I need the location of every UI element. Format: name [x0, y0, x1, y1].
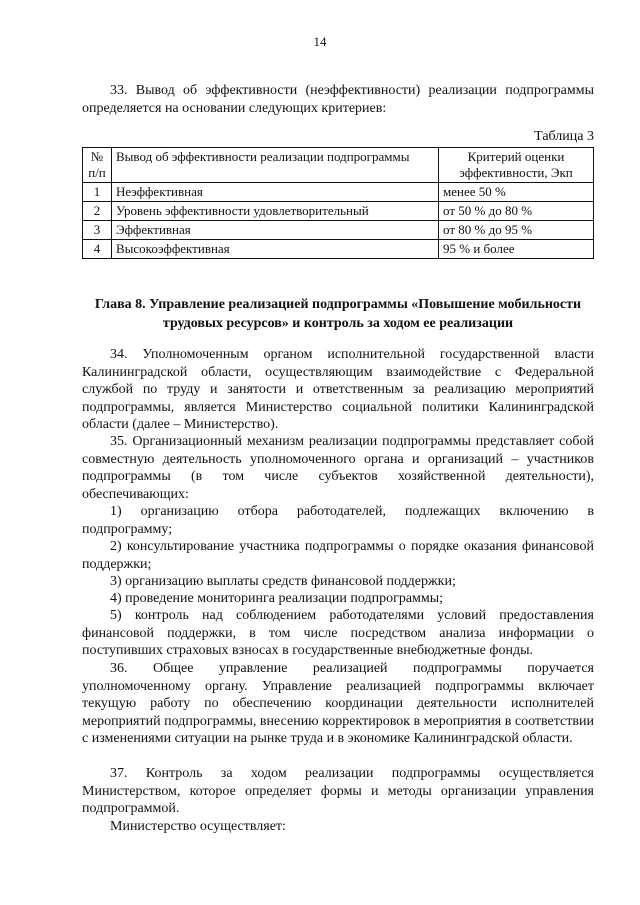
page-number: 14: [313, 34, 327, 49]
paragraph-35-text: 35. Организационный механизм реализации подпрограммы представляет собой совместную деятельность уполномоченного органа и организаций – участников подпрограммы (в том числе субъектов хозяйственной деятельности), обеспечивающих:: [82, 434, 594, 502]
paragraph-ministry-text: Министерство осуществляет:: [110, 819, 286, 834]
row-criterion: 95 % и более: [439, 240, 594, 259]
list-item-2: [82, 538, 594, 573]
paragraph-37: [82, 765, 594, 818]
paragraph-37-text: 37. Контроль за ходом реализации подпрограммы осуществляется Министерством, которое определяет формы и методы организации управления подпрограммой.: [82, 766, 594, 816]
paragraph-36: [82, 660, 594, 748]
row-outcome: Эффективная: [112, 221, 439, 240]
row-outcome: Высокоэффективная: [112, 240, 439, 259]
table-row: [83, 240, 594, 259]
row-criterion: от 50 % до 80 %: [439, 202, 594, 221]
list-item-3-text: 3) организацию выплаты средств финансовой поддержки;: [110, 574, 456, 589]
list-item-2-text: 2) консультирование участника подпрограммы о порядке оказания финансовой поддержки;: [82, 539, 594, 572]
header-outcome: Вывод об эффективности реализации подпрограммы: [112, 148, 439, 183]
row-num: 2: [83, 202, 112, 221]
table-row: [83, 221, 594, 240]
list-item-4: [82, 590, 594, 608]
row-criterion: менее 50 %: [439, 183, 594, 202]
paragraph-ministry: [82, 818, 594, 836]
row-num: 3: [83, 221, 112, 240]
list-item-1-text: 1) организацию отбора работодателей, подлежащих включению в подпрограмму;: [82, 504, 594, 537]
table-caption: Таблица 3: [534, 129, 594, 144]
list-item-5: [82, 607, 594, 660]
paragraph-35: [82, 433, 594, 503]
paragraph-36-text: 36. Общее управление реализацией подпрограммы поручается уполномоченному органу. Управление реализацией подпрограммы включает текущую работу по обеспечению координации деятельности исполнителей мероприятий подпрограммы, внесению корректировок в мероприятия в соответствии с изменениями ситуации на рынке труда и в экономике Калининградской области.: [82, 661, 594, 746]
header-criterion: Критерий оценки эффективности, Экп: [439, 148, 594, 183]
row-criterion: от 80 % до 95 %: [439, 221, 594, 240]
list-item-3: [82, 573, 594, 591]
row-outcome: Уровень эффективности удовлетворительный: [112, 202, 439, 221]
criteria-table: [82, 147, 594, 259]
list-item-1: [82, 503, 594, 538]
table-row: [83, 183, 594, 202]
paragraph-34-text: 34. Уполномоченным органом исполнительной государственной власти Калининградской области, осуществляющим взаимодействие с Федеральной службой по труду и занятости и ответственным за реализацию мероприятий подпрограммы, является Министерство социальной политики Калининградской области (далее – Министерство).: [82, 347, 594, 432]
row-num: 4: [83, 240, 112, 259]
header-num: № п/п: [83, 148, 112, 183]
table-row: [83, 202, 594, 221]
row-num: 1: [83, 183, 112, 202]
row-outcome: Неэффективная: [112, 183, 439, 202]
list-item-4-text: 4) проведение мониторинга реализации подпрограммы;: [110, 591, 444, 606]
table-header-row: [83, 148, 594, 183]
list-item-5-text: 5) контроль над соблюдением работодателями условий предоставления финансовой поддержки, в том числе посредством анализа информации о поступивших страховых взносах в государственные внебюджетные фонды.: [82, 608, 594, 658]
paragraph-33-text: 33. Вывод об эффективности (неэффективности) реализации подпрограммы определяется на основании следующих критериев:: [82, 83, 594, 116]
paragraph-34: [82, 346, 594, 434]
chapter-heading: Глава 8. Управление реализацией подпрограммы «Повышение мобильности трудовых ресурсов» и контроль за ходом ее реализации: [94, 297, 582, 331]
paragraph-33: [82, 82, 594, 117]
